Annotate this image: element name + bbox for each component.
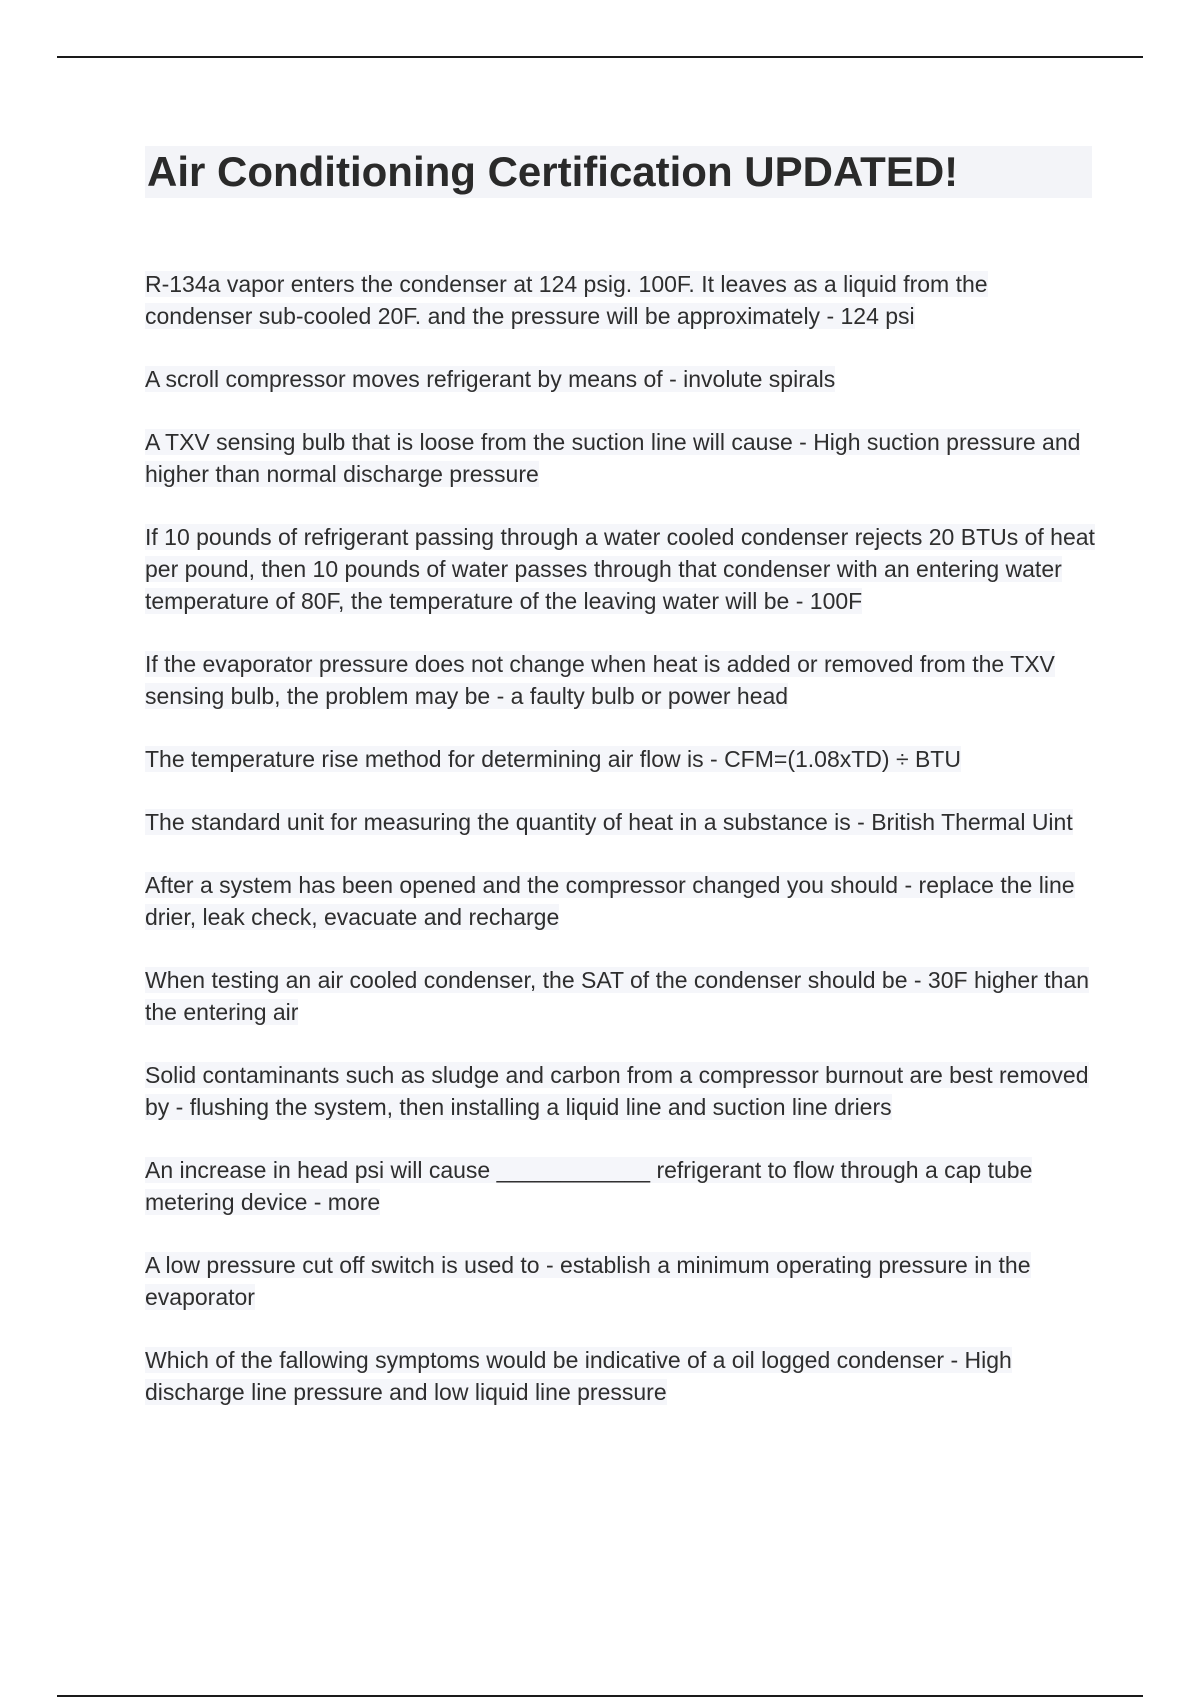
qa-item — [145, 648, 1095, 712]
qa-text: If 10 pounds of refrigerant passing through a water cooled condenser rejects 20 BTUs of heat per pound, then 10 pounds of water passes through that condenser with an entering water temperature of 80F, the temperature of the leaving water will be - 100F — [145, 524, 1095, 614]
qa-text: A scroll compressor moves refrigerant by means of - involute spirals — [145, 366, 836, 392]
qa-item — [145, 964, 1095, 1028]
qa-text: When testing an air cooled condenser, the SAT of the condenser should be - 30F higher than the entering air — [145, 967, 1090, 1025]
qa-item — [145, 1154, 1095, 1218]
qa-item — [145, 363, 1095, 395]
qa-text: If the evaporator pressure does not change when heat is added or removed from the TXV sensing bulb, the problem may be - a faulty bulb or power head — [145, 651, 1055, 709]
page-title: Air Conditioning Certification UPDATED! — [145, 146, 1092, 198]
qa-item — [145, 426, 1095, 490]
qa-item — [145, 743, 1095, 775]
qa-item — [145, 1344, 1095, 1408]
qa-text: The temperature rise method for determining air flow is - CFM=(1.08xTD) ÷ BTU — [145, 746, 961, 772]
footer-rule — [57, 1695, 1143, 1697]
qa-list — [145, 268, 1095, 1439]
qa-text: After a system has been opened and the compressor changed you should - replace the line drier, leak check, evacuate and recharge — [145, 872, 1075, 930]
qa-text: R-134a vapor enters the condenser at 124 psig. 100F. It leaves as a liquid from the condenser sub-cooled 20F. and the pressure will be approximately - 124 psi — [145, 271, 988, 329]
qa-text: Solid contaminants such as sludge and carbon from a compressor burnout are best removed by - flushing the system, then installing a liquid line and suction line driers — [145, 1062, 1089, 1120]
qa-text: The standard unit for measuring the quantity of heat in a substance is - British Thermal Uint — [145, 809, 1073, 835]
qa-item — [145, 869, 1095, 933]
qa-item — [145, 1249, 1095, 1313]
qa-text: Which of the fallowing symptoms would be indicative of a oil logged condenser - High discharge line pressure and low liquid line pressure — [145, 1347, 1012, 1405]
qa-item — [145, 268, 1095, 332]
qa-text: A low pressure cut off switch is used to - establish a minimum operating pressure in the evaporator — [145, 1252, 1031, 1310]
qa-item — [145, 806, 1095, 838]
header-rule — [57, 56, 1143, 58]
qa-text: A TXV sensing bulb that is loose from the suction line will cause - High suction pressure and higher than normal discharge pressure — [145, 429, 1081, 487]
qa-text: An increase in head psi will cause ____________ refrigerant to flow through a cap tube metering device - more — [145, 1157, 1033, 1215]
qa-item — [145, 1059, 1095, 1123]
qa-item — [145, 521, 1095, 617]
